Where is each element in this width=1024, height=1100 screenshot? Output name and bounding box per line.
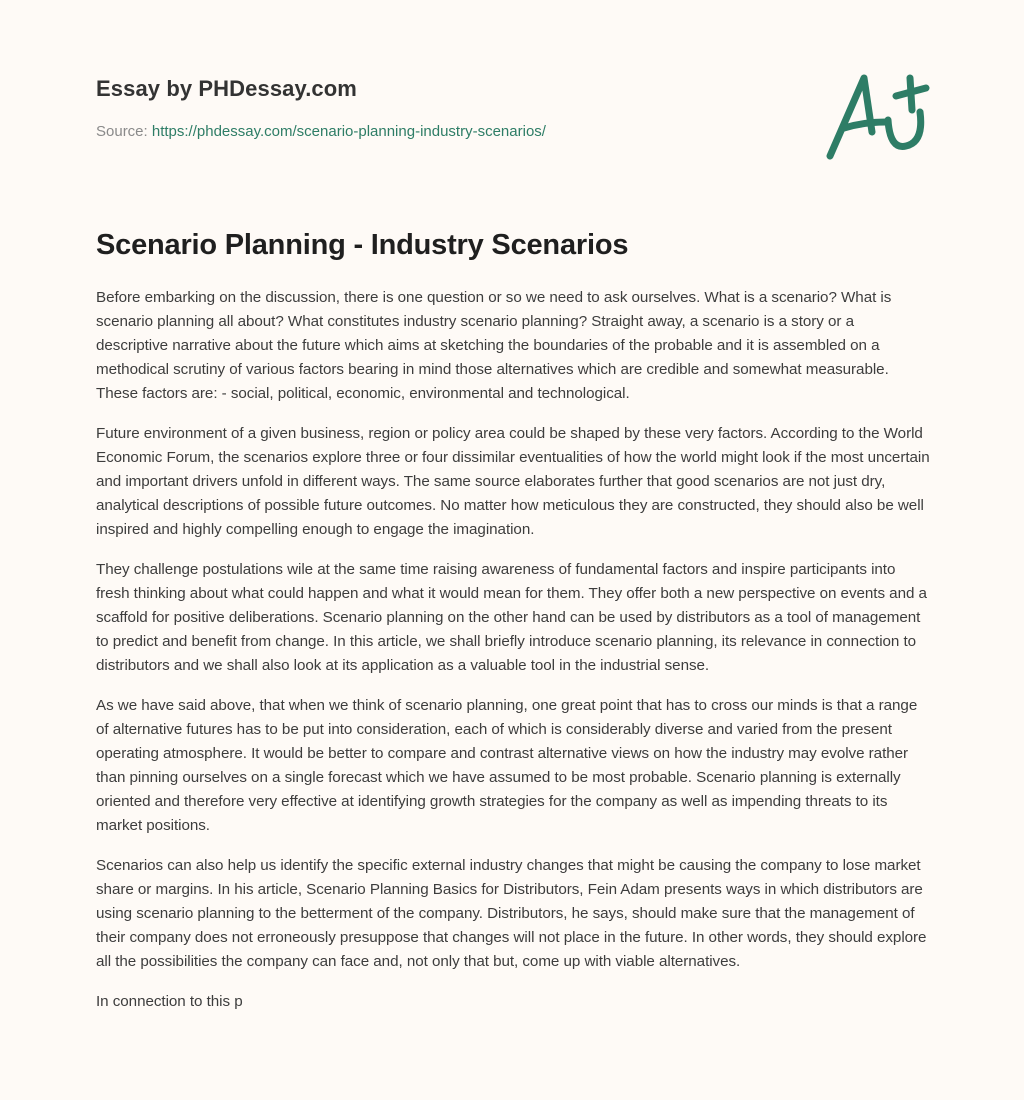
paragraph: As we have said above, that when we think of scenario planning, one great point that has to cross our minds is that a range of alternative futures has to be put into consideration, each of which is considerably diverse and varied from the present operating atmosphere. It would be better to compare and contrast alternative views on how the industry may evolve rather than pinning ourselves on a single forecast which we have assumed to be most probable. Scenario planning is externally oriented and therefore very effective at identifying growth strategies for the company as well as impending threats to its market positions. (96, 697, 918, 834)
paragraph: Before embarking on the discussion, there is one question or so we need to ask ourselves. What is a scenario? What is scenario planning all about? What constitutes industry scenario planning? Straight away, a scenario is a story or a descriptive narrative about the future which aims at sketching the boundaries of the probable and it is assembled on a methodical scrutiny of various factors bearing in mind those alternatives which are credible and somewhat measurable. These factors are: - social, political, economic, environmental and technological. (96, 289, 892, 402)
paragraph: Future environment of a given business, region or policy area could be shaped by these very factors. According to the World Economic Forum, the scenarios explore three or four dissimilar eventualities of how the world might look if the most uncertain and important drivers unfold in different ways. The same source elaborates further that good scenarios are not just dry, analytical descriptions of possible future outcomes. No matter how meticulous they are constructed, they should also be well inspired and highly compelling enough to engage the imagination. (96, 425, 930, 538)
paragraph: They challenge postulations wile at the same time raising awareness of fundamental factors and inspire participants into fresh thinking about what could happen and what it would mean for them. They offer both a new perspective on events and a scaffold for positive deliberations. Scenario planning on the other hand can be used by distributors as a tool of management to predict and benefit from change. In this article, we shall briefly introduce scenario planning, its relevance in connection to distributors and we shall also look at its application as a valuable tool in the industrial sense. (96, 561, 927, 674)
paragraph-truncated: In connection to this p (96, 993, 243, 1010)
article-body (96, 286, 930, 1030)
source-link[interactable]: https://phdessay.com/scenario-planning-industry-scenarios/ (151, 123, 546, 140)
source-label: Source: (96, 123, 148, 140)
a-plus-grade-icon (820, 66, 930, 166)
source-line (96, 122, 796, 142)
page-title: Scenario Planning - Industry Scenarios (96, 229, 629, 261)
paragraph: Scenarios can also help us identify the specific external industry changes that might be causing the company to lose market share or margins. In his article, Scenario Planning Basics for Distributors, Fein Adam presents ways in which distributors are using scenario planning to the betterment of the company. Distributors, he says, should make sure that the management of their company does not erroneously presuppose that changes will not place in the future. In other words, they should explore all the possibilities the company can face and, not only that but, come up with viable alternatives. (96, 857, 927, 970)
essay-header (96, 74, 796, 142)
brand-title: Essay by PHDessay.com (96, 76, 357, 101)
